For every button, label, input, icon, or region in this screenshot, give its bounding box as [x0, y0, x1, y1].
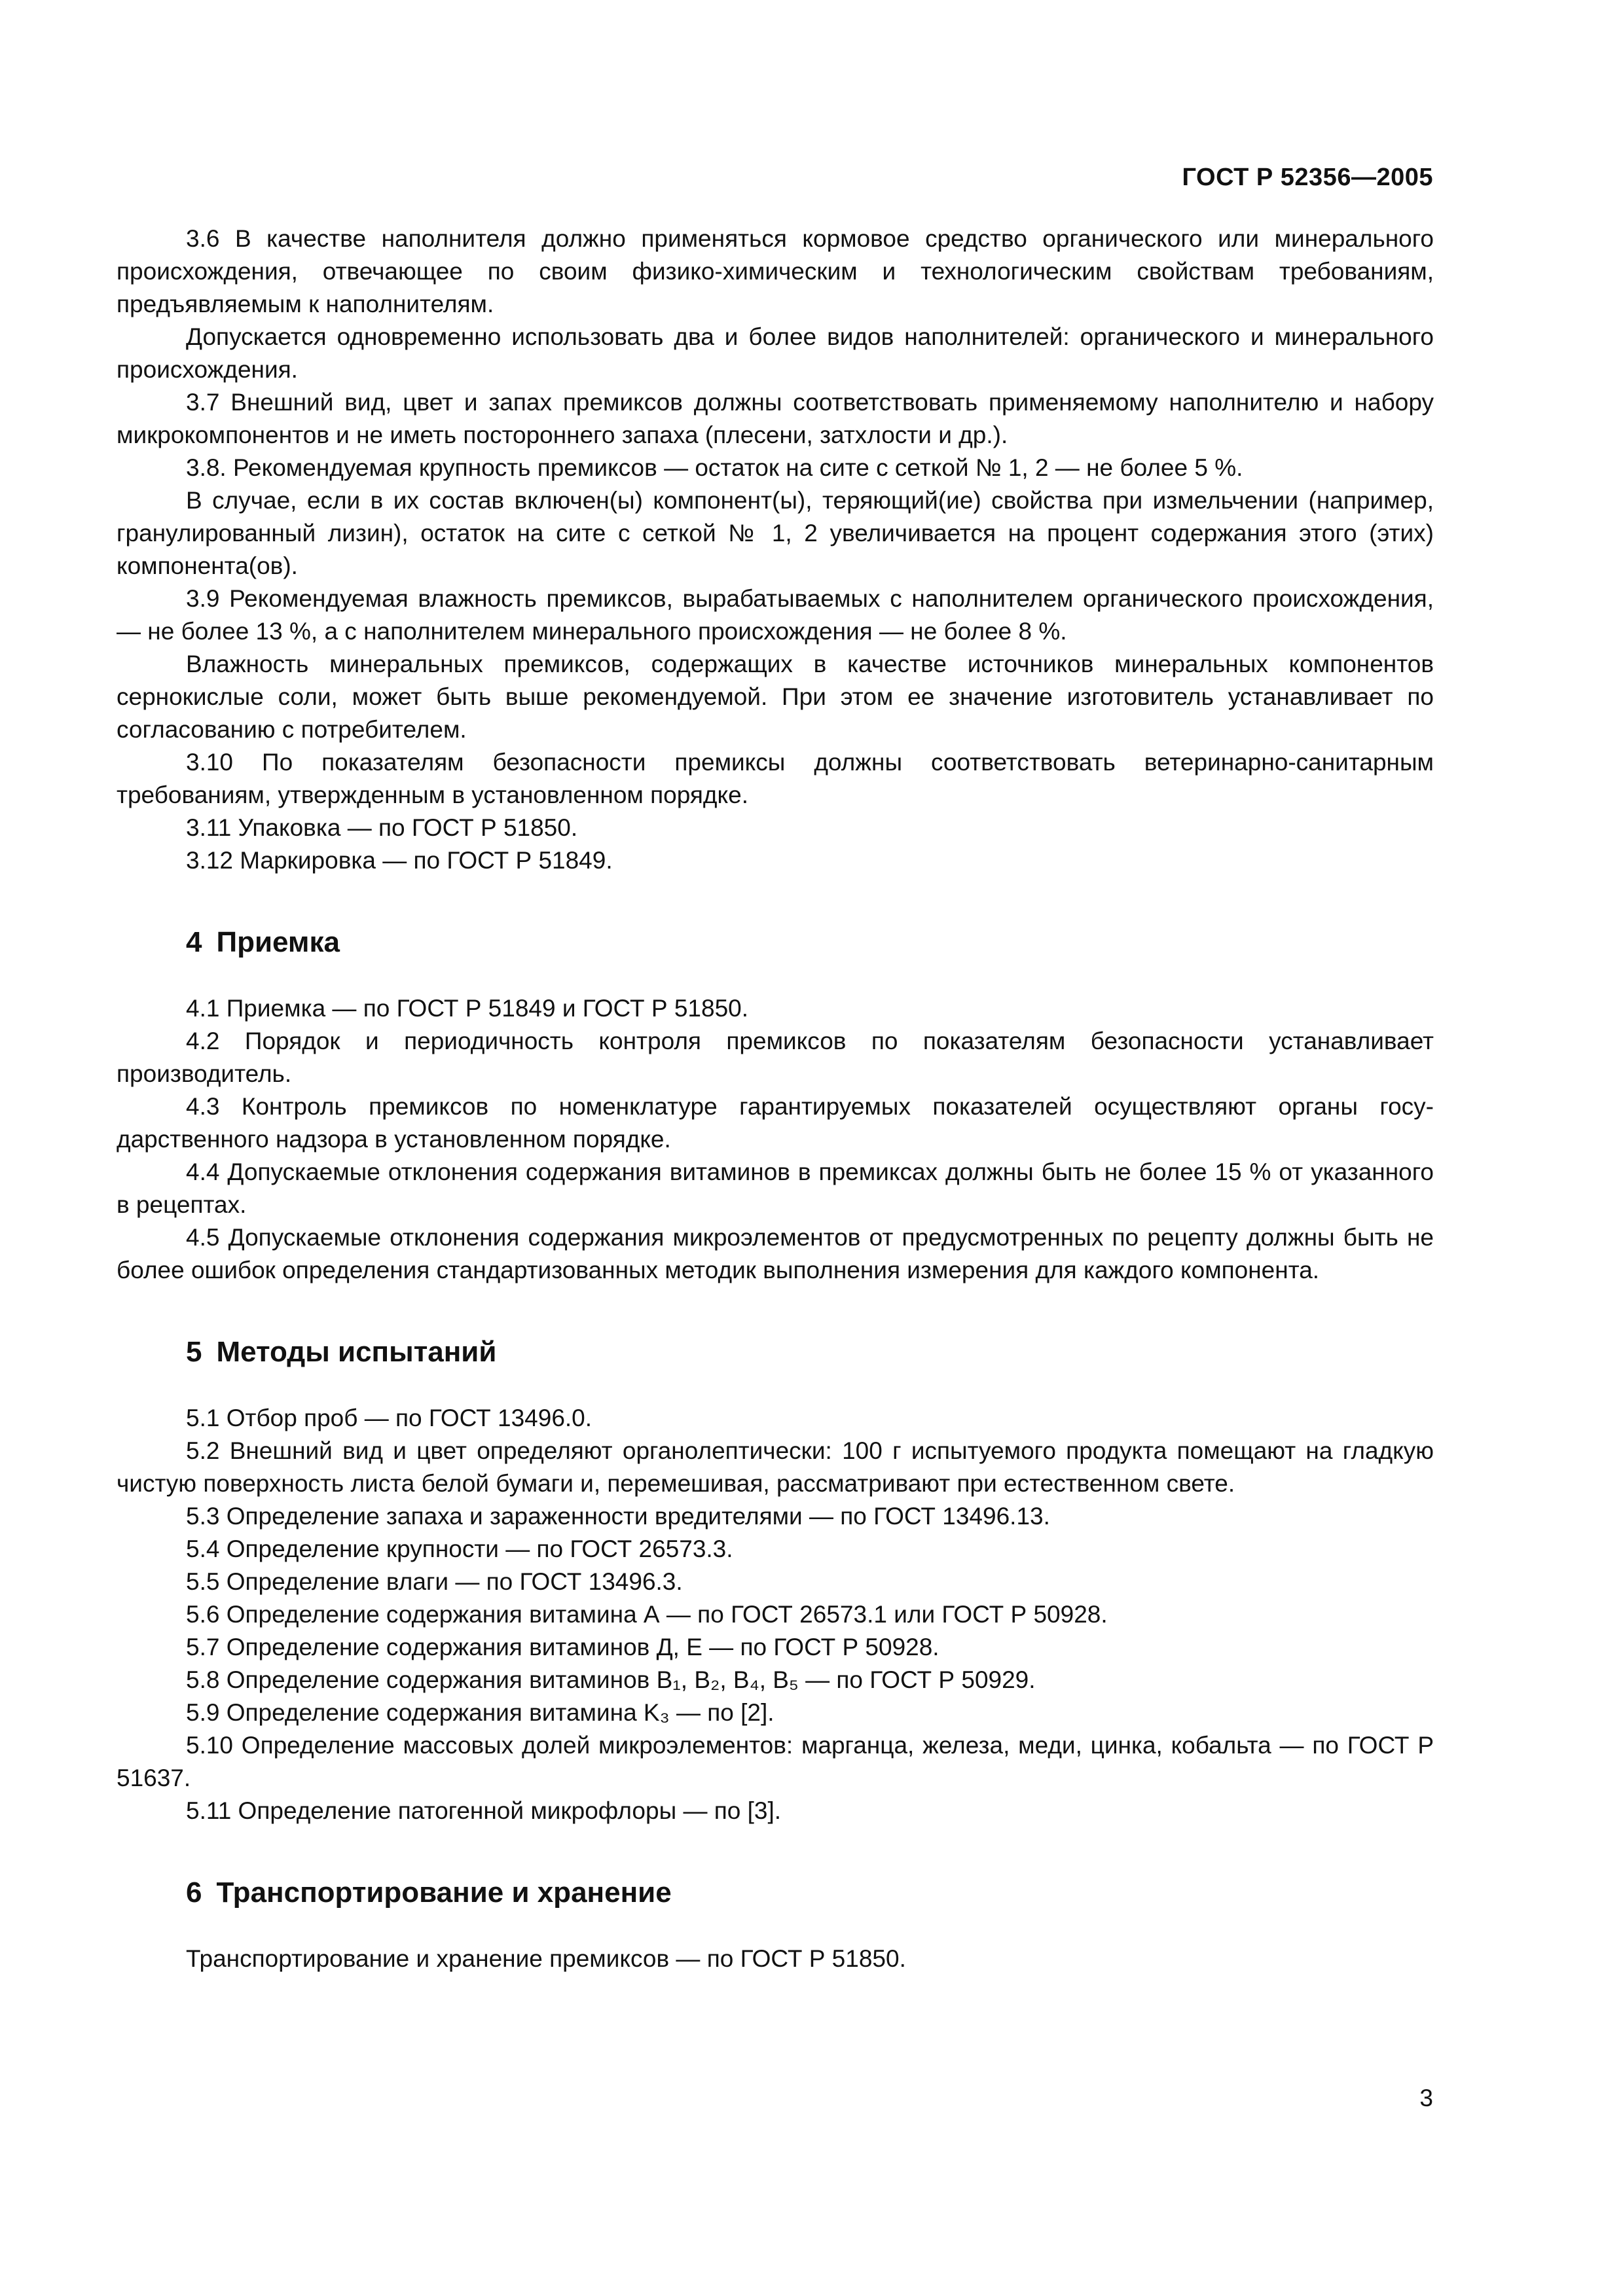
paragraph-5-3: 5.3 Определение запаха и зараженности вредителями — по ГОСТ 13496.13. — [186, 1503, 1050, 1530]
paragraph-5-8: 5.8 Определение содержания витаминов B₁, B₂, B₄, B₅ — по ГОСТ Р 50929. — [186, 1666, 1036, 1693]
paragraph-3-10: 3.10 По показателям безопасности премиксы должны соответствовать ветеринарно-санитарным требованиям, утвержденным в установленном порядке. — [117, 749, 1434, 808]
section-title: Методы испытаний — [216, 1336, 497, 1368]
paragraph-4-2: 4.2 Порядок и периодичность контроля премиксов по показателям безопасности устанавливает производитель. — [117, 1028, 1434, 1087]
page-number: 3 — [1419, 2085, 1433, 2111]
paragraph-3-9-note: Влажность минеральных премиксов, содержащих в качестве источников минеральных компонентов сернокислые соли, может быть выше рекомендуемой. При этом ее значение изготовитель устанавливает по согласованию с потребителем. — [117, 651, 1434, 743]
section-number: 4 — [186, 926, 202, 958]
paragraph-5-9: 5.9 Определение содержания витамина K₃ — по [2]. — [186, 1699, 775, 1726]
paragraph-3-11: 3.11 Упаковка — по ГОСТ Р 51850. — [186, 814, 578, 841]
paragraph-5-11: 5.11 Определение патогенной микрофлоры — по [3]. — [186, 1797, 782, 1824]
section-title: Транспортирование и хранение — [216, 1876, 672, 1909]
section-title: Приемка — [216, 926, 340, 958]
paragraph-3-12: 3.12 Маркировка — по ГОСТ Р 51849. — [186, 847, 613, 874]
paragraph-5-4: 5.4 Определение крупности — по ГОСТ 26573.3. — [186, 1535, 733, 1562]
section-heading-4 — [117, 924, 1434, 961]
document-body — [117, 223, 1434, 1975]
paragraph-3-8: 3.8. Рекомендуемая крупность премиксов — остаток на сите с сеткой № 1, 2 — не более 5 %. — [186, 454, 1243, 481]
paragraph-3-6-note: Допускается одновременно использовать два и более видов наполнителей: органического и минерального происхождения. — [117, 323, 1434, 383]
paragraph-5-1: 5.1 Отбор проб — по ГОСТ 13496.0. — [186, 1405, 593, 1431]
paragraph-5-5: 5.5 Определение влаги — по ГОСТ 13496.3. — [186, 1568, 683, 1595]
paragraph-5-2: 5.2 Внешний вид и цвет определяют органолептически: 100 г испытуемого продукта помещают на гладкую чистую поверхность листа белой бумаги и, перемешивая, рассматривают при естественном свете. — [117, 1437, 1434, 1497]
paragraph-5-6: 5.6 Определение содержания витамина А — по ГОСТ 26573.1 или ГОСТ Р 50928. — [186, 1601, 1108, 1628]
paragraph-3-6: 3.6 В качестве наполнителя должно применяться кормовое средство органического или минерального происхождения, отвечающее по своим физико-химическим и технологическим свойствам требованиям, предъявляемым к наполнителям. — [117, 225, 1434, 317]
section-number: 6 — [186, 1876, 202, 1909]
paragraph-3-8-note: В случае, если в их состав включен(ы) компонент(ы), теряющий(ие) свойства при измельчении (например, гранулированный лизин), остаток на сите с сеткой № 1, 2 увеличивается на процент содержания этого (этих) компонента(ов). — [117, 487, 1434, 579]
paragraph-4-3: 4.3 Контроль премиксов по номенклатуре гарантируемых показателей осуществляют органы государственного надзора в установленном порядке. — [117, 1093, 1434, 1153]
section-heading-5 — [117, 1334, 1434, 1371]
section-number: 5 — [186, 1336, 202, 1368]
paragraph-3-7: 3.7 Внешний вид, цвет и запах премиксов должны соответствовать применяемому наполнителю и набору микрокомпонентов и не иметь постороннего запаха (плесени, затхлости и др.). — [117, 389, 1434, 448]
paragraph-3-9: 3.9 Рекомендуемая влажность премиксов, вырабатываемых с наполнителем органического происхождения, — не более 13 %, а с наполнителем минерального происхождения — не более 8 %. — [117, 585, 1434, 645]
paragraph-4-1: 4.1 Приемка — по ГОСТ Р 51849 и ГОСТ Р 51850. — [186, 995, 749, 1022]
section-heading-6 — [117, 1874, 1434, 1911]
paragraph-6: Транспортирование и хранение премиксов — по ГОСТ Р 51850. — [186, 1945, 906, 1972]
document-code-header: ГОСТ Р 52356—2005 — [1182, 164, 1433, 191]
paragraph-4-5: 4.5 Допускаемые отклонения содержания микроэлементов от предусмотренных по рецепту должны быть не более ошибок определения стандартизованных методик выполнения измерения для каждого компонента. — [117, 1224, 1434, 1283]
paragraph-5-7: 5.7 Определение содержания витаминов Д, Е — по ГОСТ Р 50928. — [186, 1634, 939, 1660]
paragraph-4-4: 4.4 Допускаемые отклонения содержания витаминов в премиксах должны быть не более 15 % от указанного в рецептах. — [117, 1158, 1434, 1218]
paragraph-5-10: 5.10 Определение массовых долей микроэлементов: марганца, железа, меди, цинка, кобальта — по ГОСТ Р 51637. — [117, 1732, 1434, 1791]
